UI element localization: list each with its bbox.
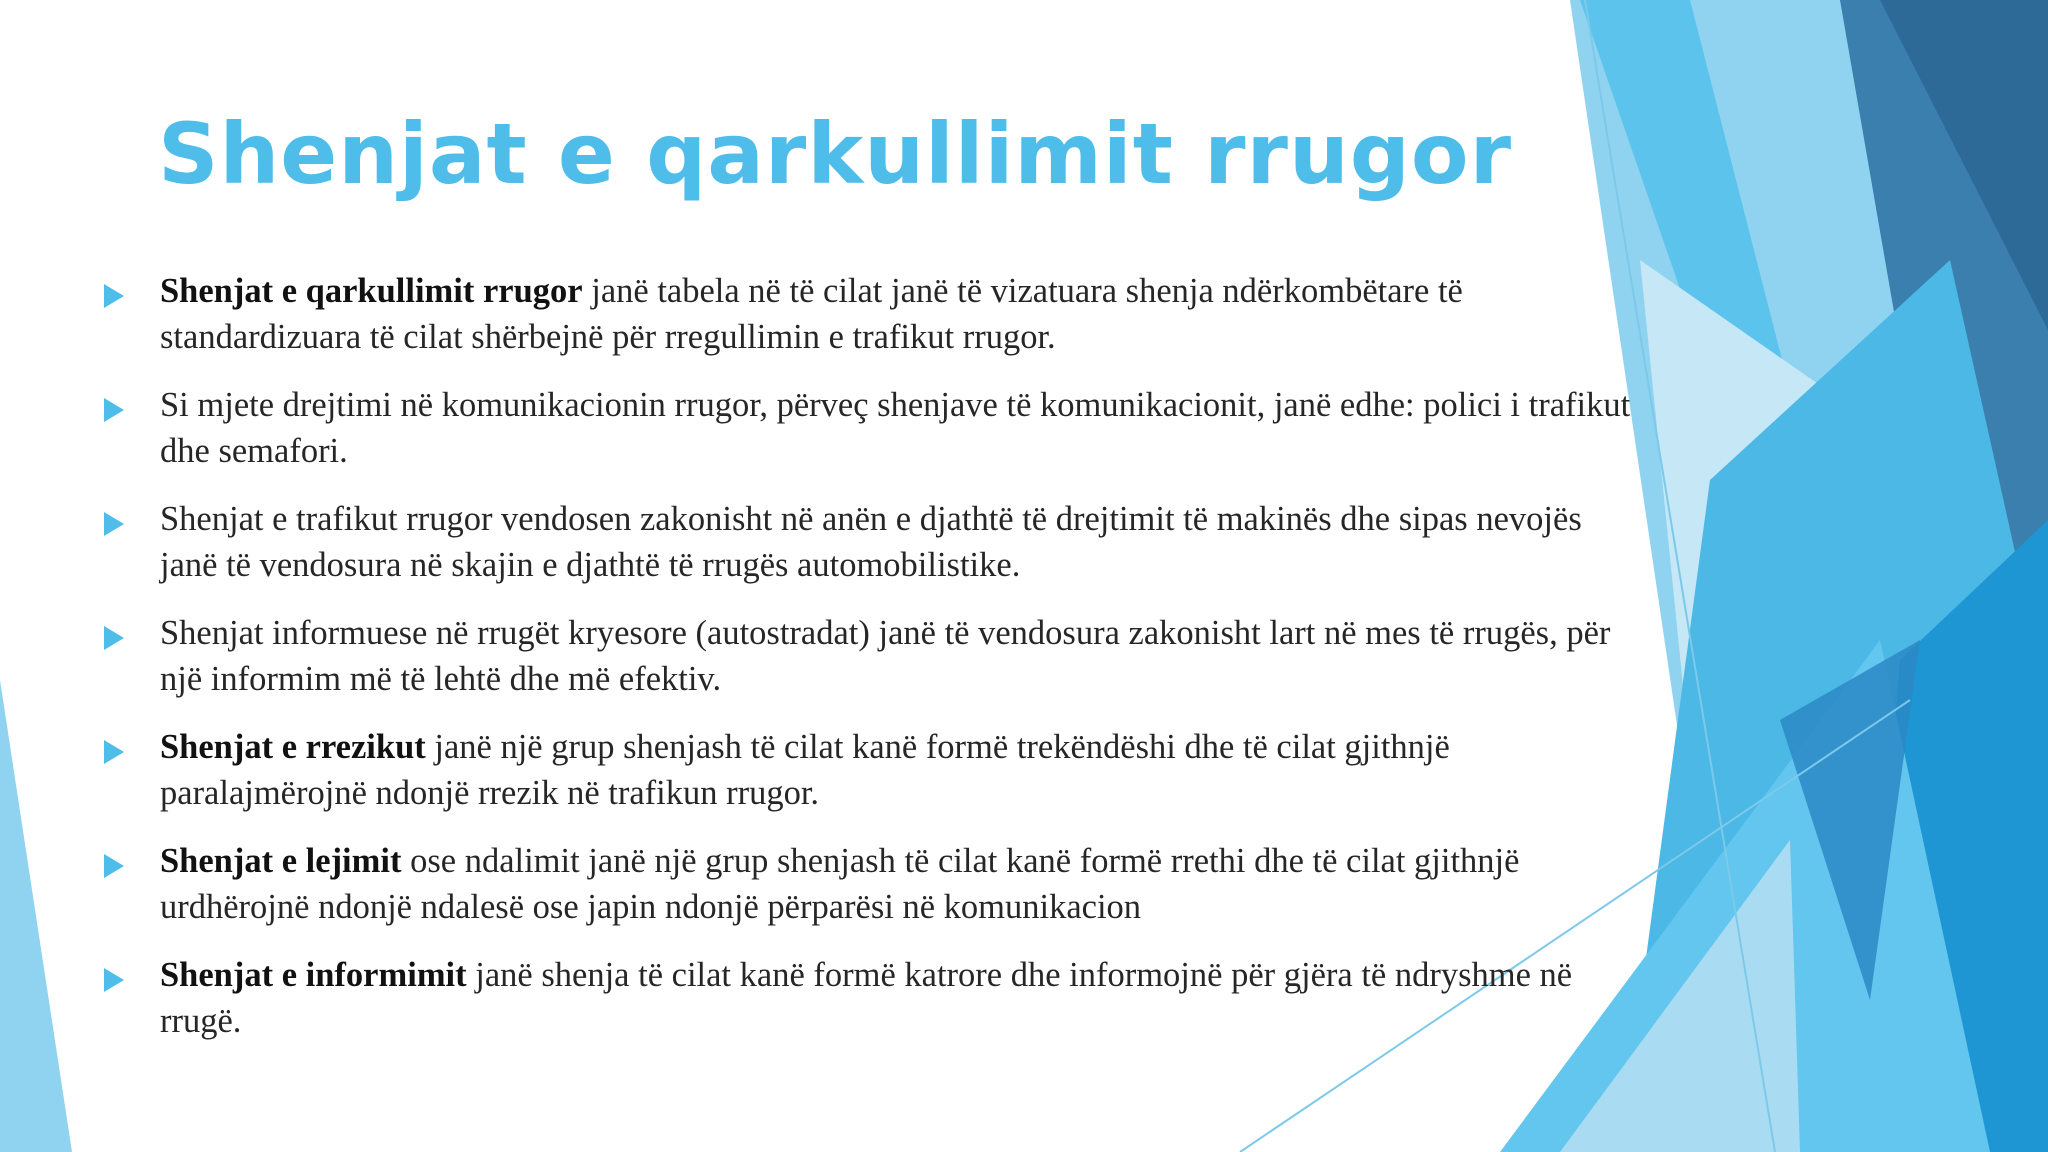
bullet-text: Si mjete drejtimi në komunikacionin rrugor, përveç shenjave të komunikacionit, janë edhe: polici i trafikut dhe semafori. bbox=[160, 386, 1631, 470]
bullet-text: Shenjat informuese në rrugët kryesore (autostradat) janë të vendosura zakonisht lart në mes të rrugës, për një informim më të lehtë dhe më efektiv. bbox=[160, 614, 1611, 698]
bullet-item bbox=[100, 496, 1640, 588]
triangle-bullet-icon bbox=[104, 626, 124, 650]
triangle-bullet-icon bbox=[104, 854, 124, 878]
bullet-text: Shenjat e trafikut rrugor vendosen zakonisht në anën e djathtë të drejtimit të makinës dhe sipas nevojës janë të vendosura në skajin e djathtë të rrugës automobilistike. bbox=[160, 500, 1582, 584]
triangle-bullet-icon bbox=[104, 284, 124, 308]
bullet-text: janë tabela në të cilat janë të vizatuara shenja ndërkombëtare të standardizuara të cilat shërbejnë për rregullimin e trafikut rrugor. bbox=[160, 272, 1463, 356]
slide-title: Shenjat e qarkullimit rrugor bbox=[157, 105, 1513, 203]
bullet-text: janë shenja të cilat kanë formë katrore dhe informojnë për gjëra të ndryshme në rrugë. bbox=[160, 956, 1573, 1040]
triangle-bullet-icon bbox=[104, 740, 124, 764]
bullet-text: ose ndalimit janë një grup shenjash të cilat kanë formë rrethi dhe të cilat gjithnjë urdhërojnë ndonjë ndalesë ose japin ndonjë përparësi në komunikacion bbox=[160, 842, 1520, 926]
bullet-item bbox=[100, 952, 1640, 1044]
bullet-bold-text: Shenjat e qarkullimit rrugor bbox=[160, 272, 583, 310]
bullet-text: janë një grup shenjash të cilat kanë formë trekëndëshi dhe të cilat gjithnjë paralajmërojnë ndonjë rrezik në trafikun rrugor. bbox=[160, 728, 1450, 812]
bullet-bold-text: Shenjat e lejimit bbox=[160, 842, 402, 880]
bullet-list bbox=[100, 268, 1640, 1066]
bullet-bold-text: Shenjat e informimit bbox=[160, 956, 467, 994]
bullet-bold-text: Shenjat e rrezikut bbox=[160, 728, 426, 766]
triangle-bullet-icon bbox=[104, 398, 124, 422]
bullet-item bbox=[100, 838, 1640, 930]
facet-shape bbox=[0, 680, 72, 1152]
bullet-item bbox=[100, 724, 1640, 816]
triangle-bullet-icon bbox=[104, 968, 124, 992]
bullet-item bbox=[100, 382, 1640, 474]
bullet-item bbox=[100, 268, 1640, 360]
bullet-item bbox=[100, 610, 1640, 702]
triangle-bullet-icon bbox=[104, 512, 124, 536]
